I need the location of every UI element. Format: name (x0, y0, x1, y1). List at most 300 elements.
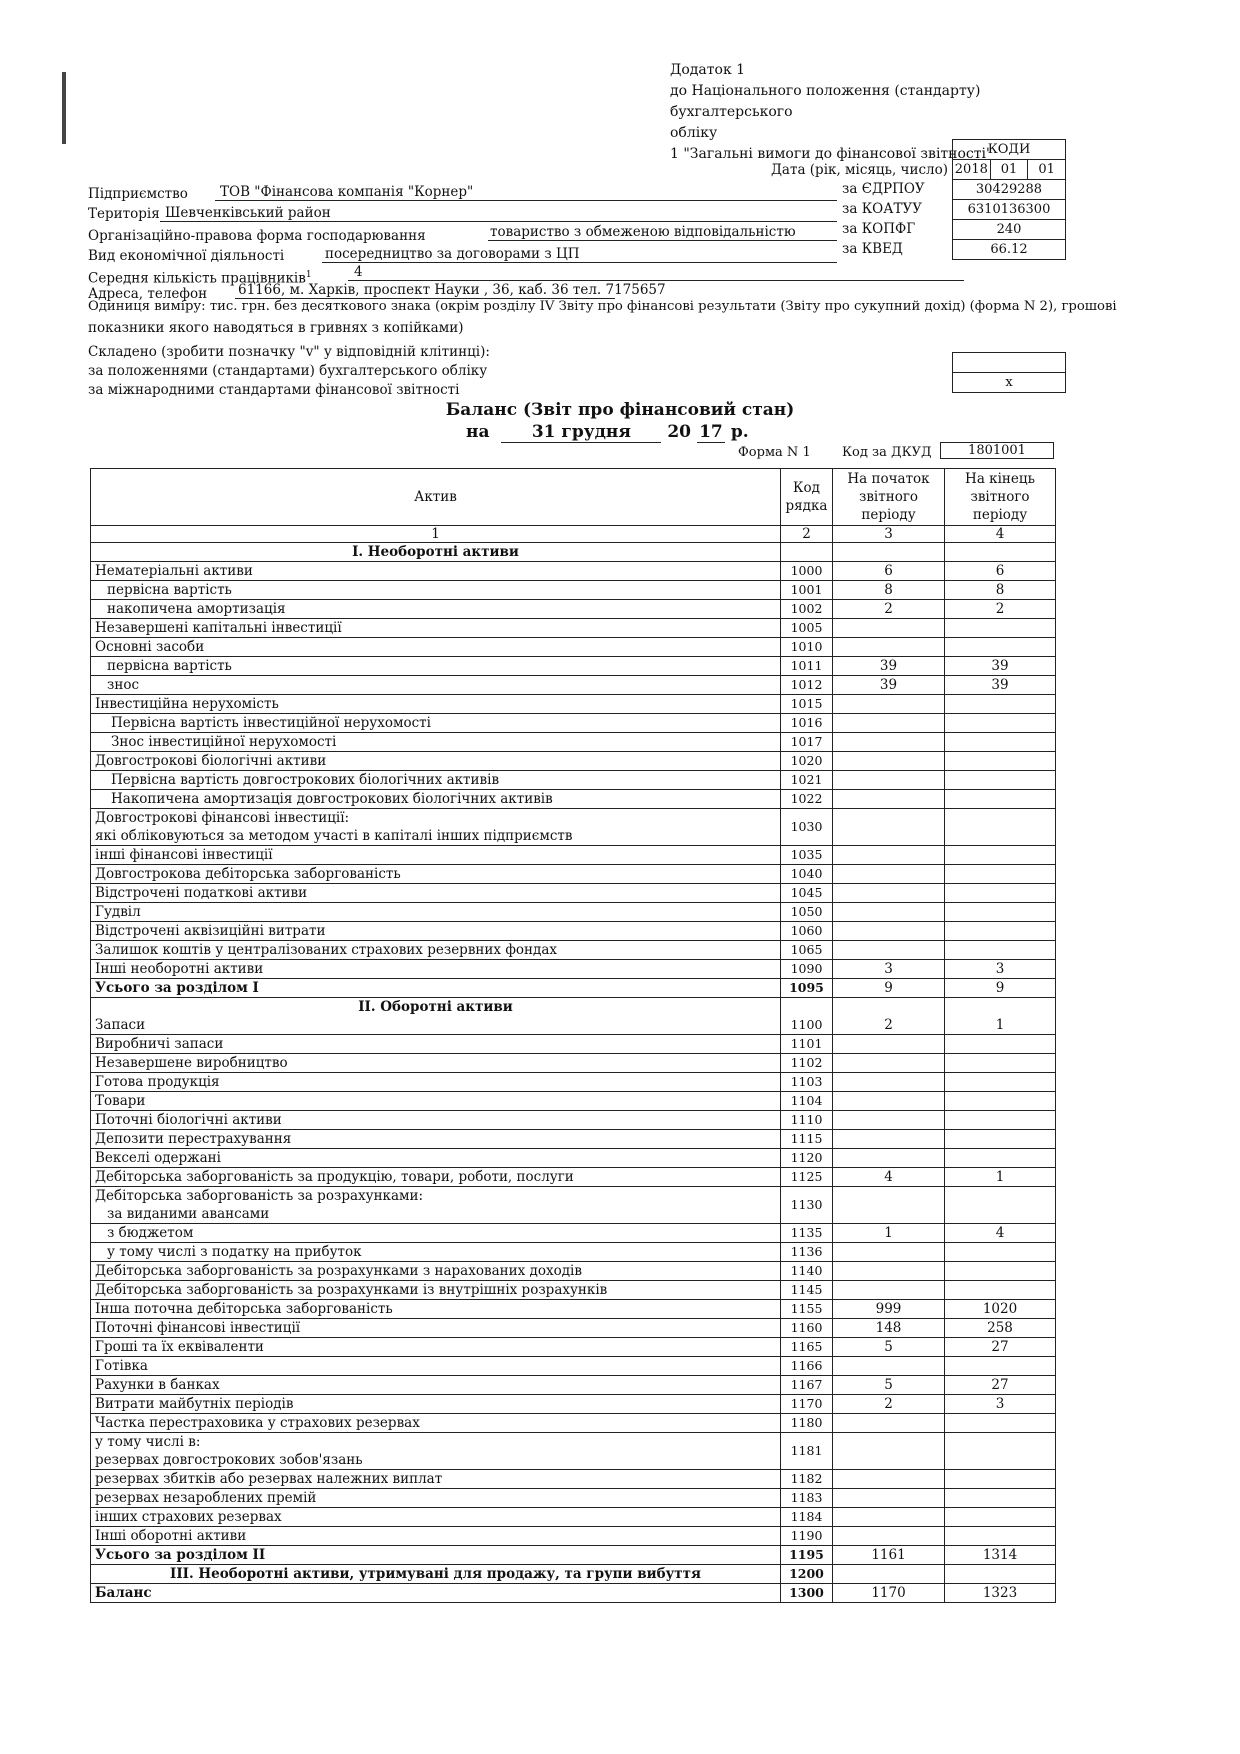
territory-value: Шевченківський район (165, 205, 331, 221)
row-label: Інші оборотні активи (91, 1527, 781, 1546)
row-label: первісна вартість (91, 581, 781, 600)
row-label: накопичена амортизація (91, 600, 781, 619)
row-code: 1012 (781, 676, 833, 695)
row-code: 1065 (781, 941, 833, 960)
row-label: Усього за розділом II (91, 1546, 781, 1565)
col-asset: Актив (91, 469, 781, 526)
row-code: 1136 (781, 1243, 833, 1262)
date-century: 20 (667, 422, 691, 442)
kved-code: 66.12 (990, 242, 1028, 257)
date-year-short: 17 (697, 422, 725, 443)
row-label: Накопичена амортизація довгострокових біологічних активів (91, 790, 781, 809)
row-end (945, 1054, 1056, 1073)
row-code: 1045 (781, 884, 833, 903)
row-start (833, 1130, 945, 1149)
table-row (91, 960, 1056, 979)
row-label: Баланс (91, 1584, 781, 1603)
row-start (833, 903, 945, 922)
row-start: 2 (833, 998, 945, 1035)
row-label: Нематеріальні активи (91, 562, 781, 581)
row-start (833, 1527, 945, 1546)
row-label-line: Довгострокові фінансові інвестиції: (95, 810, 350, 826)
row-end (945, 846, 1056, 865)
appendix-line: до Національного положення (стандарту) бухгалтерського (670, 83, 981, 120)
section-title: І. Необоротні активи (91, 543, 781, 562)
row-code: 1020 (781, 752, 833, 771)
table-row (91, 1584, 1056, 1603)
table-row (91, 1281, 1056, 1300)
row-start (833, 1187, 945, 1224)
row-start (833, 1035, 945, 1054)
row-label: Довгострокова дебіторська заборгованість (91, 865, 781, 884)
row-start (833, 865, 945, 884)
table-row (91, 1319, 1056, 1338)
row-end (945, 922, 1056, 941)
table-row (91, 1111, 1056, 1130)
row-start: 999 (833, 1300, 945, 1319)
koatuu-label: за КОАТУУ (842, 201, 922, 217)
legal-form-label: Організаційно-правова форма господарювання (88, 228, 426, 244)
row-end (945, 1433, 1056, 1470)
table-row (91, 1035, 1056, 1054)
row-end: 2 (945, 600, 1056, 619)
kved-label: за КВЕД (842, 241, 903, 257)
row-label: Знос інвестиційної нерухомості (91, 733, 781, 752)
table-row (91, 714, 1056, 733)
row-end (945, 1565, 1056, 1584)
row-start (833, 1281, 945, 1300)
row-end: 27 (945, 1338, 1056, 1357)
row-start (833, 1243, 945, 1262)
territory-label: Територія (88, 206, 160, 222)
col-number: 4 (945, 526, 1056, 543)
balance-date (466, 422, 749, 443)
row-label: Відстрочені податкові активи (91, 884, 781, 903)
row-end: 39 (945, 676, 1056, 695)
table-row (91, 1168, 1056, 1187)
row-label-line: Запаси (95, 1017, 146, 1033)
row-code: 1001 (781, 581, 833, 600)
row-code: 1180 (781, 1414, 833, 1433)
row-start: 39 (833, 676, 945, 695)
row-code: 1011 (781, 657, 833, 676)
table-row (91, 1187, 1056, 1224)
row-label: знос (91, 676, 781, 695)
row-code: 1021 (781, 771, 833, 790)
row-end: 39 (945, 657, 1056, 676)
row-end (945, 884, 1056, 903)
row-code: 1120 (781, 1149, 833, 1168)
table-row (91, 1262, 1056, 1281)
col-number: 1 (91, 526, 781, 543)
row-end (945, 695, 1056, 714)
col-number: 3 (833, 526, 945, 543)
date-day-month: 31 грудня (501, 422, 661, 443)
row-start (833, 1508, 945, 1527)
row-start (833, 1149, 945, 1168)
row-label-line: резервах довгострокових зобов'язань (95, 1452, 363, 1468)
row-start (833, 922, 945, 941)
row-code: 1102 (781, 1054, 833, 1073)
row-code: 1022 (781, 790, 833, 809)
row-end (945, 1092, 1056, 1111)
row-end (945, 903, 1056, 922)
row-code: 1170 (781, 1395, 833, 1414)
row-code: 1002 (781, 600, 833, 619)
row-start: 148 (833, 1319, 945, 1338)
date-on: на (466, 422, 490, 442)
row-end (945, 941, 1056, 960)
row-start (833, 1262, 945, 1281)
row-code: 1005 (781, 619, 833, 638)
row-label: Первісна вартість інвестиційної нерухомості (91, 714, 781, 733)
row-code: 1000 (781, 562, 833, 581)
checkbox-national[interactable] (953, 353, 1065, 373)
row-code: 1145 (781, 1281, 833, 1300)
row-start (833, 790, 945, 809)
row-end: 258 (945, 1319, 1056, 1338)
row-code: 1166 (781, 1357, 833, 1376)
row-code: 1200 (781, 1565, 833, 1584)
col-number: 2 (781, 526, 833, 543)
row-end (945, 1073, 1056, 1092)
row-code: 1183 (781, 1489, 833, 1508)
row-code: 1017 (781, 733, 833, 752)
row-label: з бюджетом (91, 1224, 781, 1243)
table-row (91, 865, 1056, 884)
row-end: 9 (945, 979, 1056, 998)
date-year: 2018 (953, 160, 991, 179)
row-label: інші фінансові інвестиції (91, 846, 781, 865)
row-code: 1184 (781, 1508, 833, 1527)
row-code: 1155 (781, 1300, 833, 1319)
table-row (91, 1300, 1056, 1319)
staff-line (348, 262, 964, 281)
row-label: Залишок коштів у централізованих страхових резервних фондах (91, 941, 781, 960)
date-month: 01 (991, 160, 1029, 179)
row-label-line: за виданими авансами (107, 1206, 270, 1222)
row-code: 1050 (781, 903, 833, 922)
row-label: Поточні фінансові інвестиції (91, 1319, 781, 1338)
row-code: 1115 (781, 1130, 833, 1149)
row-end: 1 (945, 998, 1056, 1035)
row-label: Виробничі запаси (91, 1035, 781, 1054)
row-start (833, 771, 945, 790)
row-end: 3 (945, 1395, 1056, 1414)
row-code: 1165 (781, 1338, 833, 1357)
row-code: 1167 (781, 1376, 833, 1395)
row-end (945, 1243, 1056, 1262)
row-code: 1110 (781, 1111, 833, 1130)
codes-box (952, 139, 1066, 260)
row-start (833, 714, 945, 733)
edrpou-code: 30429288 (953, 180, 1065, 200)
date-suffix: р. (730, 422, 749, 442)
row-start: 6 (833, 562, 945, 581)
activity-value: посередництво за договорами з ЦП (325, 246, 580, 262)
row-start: 4 (833, 1168, 945, 1187)
row-label: Усього за розділом І (91, 979, 781, 998)
row-start (833, 1489, 945, 1508)
row-start (833, 941, 945, 960)
row-code: 1060 (781, 922, 833, 941)
row-start: 8 (833, 581, 945, 600)
row-code: 1125 (781, 1168, 833, 1187)
row-end: 1 (945, 1168, 1056, 1187)
units-line: Одиниця виміру: тис. грн. без десяткового знака (окрім розділу IV Звіту про фінансові результати (Звіту про сукупний дохід) (форма N 2), грошові (88, 299, 1117, 314)
row-label: Гудвіл (91, 903, 781, 922)
row-start (833, 1357, 945, 1376)
binding-mark (62, 72, 66, 144)
address-label: Адреса, телефон (88, 286, 208, 302)
row-end (945, 1470, 1056, 1489)
table-row (91, 790, 1056, 809)
dkud-code: 1801001 (940, 442, 1054, 459)
appendix-line: Додаток 1 (670, 62, 746, 78)
row-code: 1101 (781, 1035, 833, 1054)
table-row (91, 1054, 1056, 1073)
table-row (91, 581, 1056, 600)
table-row (91, 695, 1056, 714)
row-label: Поточні біологічні активи (91, 1111, 781, 1130)
row-end (945, 1262, 1056, 1281)
row-label: Первісна вартість довгострокових біологічних активів (91, 771, 781, 790)
row-start: 9 (833, 979, 945, 998)
row-end: 1323 (945, 1584, 1056, 1603)
table-row (91, 1489, 1056, 1508)
row-end (945, 1187, 1056, 1224)
row-end (945, 733, 1056, 752)
edrpou-label: за ЄДРПОУ (842, 181, 925, 197)
enterprise-name: ТОВ "Фінансова компанія "Корнер" (220, 184, 474, 200)
row-code: 1135 (781, 1224, 833, 1243)
staff-footnote: 1 (305, 270, 312, 280)
row-end: 3 (945, 960, 1056, 979)
row-start: 1161 (833, 1546, 945, 1565)
table-row (91, 903, 1056, 922)
row-end (945, 752, 1056, 771)
row-start: 39 (833, 657, 945, 676)
section-title: ІІІ. Необоротні активи, утримувані для продажу, та групи вибуття (91, 1565, 781, 1584)
row-label-line: у тому числі в: (95, 1434, 201, 1450)
row-code: 1103 (781, 1073, 833, 1092)
row-code: 1130 (781, 1187, 833, 1224)
row-label (91, 1433, 781, 1470)
row-start (833, 752, 945, 771)
legal-form-value: товариство з обмеженою відповідальністю (490, 224, 796, 240)
row-code: 1300 (781, 1584, 833, 1603)
table-row (91, 809, 1056, 846)
row-start: 5 (833, 1338, 945, 1357)
date-label: Дата (рік, місяць, число) (770, 162, 948, 178)
row-label: Інша поточна дебіторська заборгованість (91, 1300, 781, 1319)
balance-title: Баланс (Звіт про фінансовий стан) (445, 400, 795, 420)
row-code: 1040 (781, 865, 833, 884)
row-label: Дебіторська заборгованість за розрахунками з нарахованих доходів (91, 1262, 781, 1281)
row-end (945, 1111, 1056, 1130)
table-row (91, 1243, 1056, 1262)
table-row (91, 922, 1056, 941)
date-cells (953, 160, 1065, 180)
table-row (91, 657, 1056, 676)
row-end (945, 619, 1056, 638)
row-label: Незавершені капітальні інвестиції (91, 619, 781, 638)
row-end: 1020 (945, 1300, 1056, 1319)
col-end: На кінець звітного періоду (945, 469, 1056, 526)
row-start (833, 884, 945, 903)
row-end (945, 1414, 1056, 1433)
row-end: 1314 (945, 1546, 1056, 1565)
row-start (833, 1414, 945, 1433)
row-label: Відстрочені аквізиційні витрати (91, 922, 781, 941)
koatuu-code: 6310136300 (953, 200, 1065, 220)
row-label: Векселі одержані (91, 1149, 781, 1168)
table-row (91, 1092, 1056, 1111)
row-code: 1140 (781, 1262, 833, 1281)
checkbox-ifrs[interactable]: x (1005, 375, 1013, 390)
row-start (833, 809, 945, 846)
row-start: 2 (833, 1395, 945, 1414)
col-code: Код рядка (781, 469, 833, 526)
row-code: 1181 (781, 1433, 833, 1470)
row-start: 3 (833, 960, 945, 979)
section-row (91, 543, 1056, 562)
row-end (945, 638, 1056, 657)
row-label: Гроші та їх еквіваленти (91, 1338, 781, 1357)
column-number-row (91, 526, 1056, 543)
table-row (91, 1470, 1056, 1489)
row-code: 1016 (781, 714, 833, 733)
table-row (91, 1414, 1056, 1433)
row-label: Інші необоротні активи (91, 960, 781, 979)
table-row (91, 941, 1056, 960)
row-end: 4 (945, 1224, 1056, 1243)
row-label: Готова продукція (91, 1073, 781, 1092)
row-code: 1010 (781, 638, 833, 657)
row-end (945, 1489, 1056, 1508)
table-row (91, 676, 1056, 695)
table-row (91, 1565, 1056, 1584)
row-label: Частка перестраховика у страхових резервах (91, 1414, 781, 1433)
row-start (833, 619, 945, 638)
table-row (91, 1376, 1056, 1395)
table-row (91, 600, 1056, 619)
row-start: 5 (833, 1376, 945, 1395)
table-row (91, 1073, 1056, 1092)
table-row (91, 638, 1056, 657)
row-label: Інвестиційна нерухомість (91, 695, 781, 714)
row-end (945, 771, 1056, 790)
form-number: Форма N 1 (738, 445, 811, 460)
date-day: 01 (1038, 162, 1055, 177)
compiled-option-national: за положеннями (стандартами) бухгалтерського обліку (88, 363, 488, 379)
row-start (833, 1111, 945, 1130)
table-row (91, 1395, 1056, 1414)
appendix-line: обліку (670, 125, 718, 141)
row-start (833, 1470, 945, 1489)
row-code: 1104 (781, 1092, 833, 1111)
row-label: інших страхових резервах (91, 1508, 781, 1527)
table-row (91, 846, 1056, 865)
row-start (833, 695, 945, 714)
row-code: 1015 (781, 695, 833, 714)
row-code: 1195 (781, 1546, 833, 1565)
row-end (945, 1130, 1056, 1149)
row-start (833, 1073, 945, 1092)
table-row (91, 1357, 1056, 1376)
row-code: 1030 (781, 809, 833, 846)
row-start (833, 638, 945, 657)
units-line: показники якого наводяться в гривнях з копійками) (88, 320, 464, 336)
row-label: Витрати майбутніх періодів (91, 1395, 781, 1414)
table-row (91, 733, 1056, 752)
row-start: 2 (833, 600, 945, 619)
row-end: 8 (945, 581, 1056, 600)
row-code: 1095 (781, 979, 833, 998)
section-title: ІІ. Оборотні активи (358, 999, 513, 1015)
row-label: Дебіторська заборгованість за продукцію, товари, роботи, послуги (91, 1168, 781, 1187)
table-row (91, 1149, 1056, 1168)
compiled-option-ifrs: за міжнародними стандартами фінансової звітності (88, 382, 460, 398)
row-end (945, 790, 1056, 809)
row-label: Депозити перестрахування (91, 1130, 781, 1149)
row-start: 1 (833, 1224, 945, 1243)
enterprise-label: Підприємство (88, 186, 188, 202)
table-row (91, 1338, 1056, 1357)
row-code: 1190 (781, 1527, 833, 1546)
row-end (945, 714, 1056, 733)
kopfg-code: 240 (953, 220, 1065, 240)
row-label: Товари (91, 1092, 781, 1111)
row-start (833, 846, 945, 865)
table-row (91, 771, 1056, 790)
table-row (91, 979, 1056, 998)
compiled-checkboxes (952, 352, 1066, 393)
row-end (945, 1281, 1056, 1300)
row-label: резервах незароблених премій (91, 1489, 781, 1508)
activity-label: Вид економічної діяльності (88, 248, 285, 264)
row-start (833, 1433, 945, 1470)
row-start: 1170 (833, 1584, 945, 1603)
row-label-line: Дебіторська заборгованість за розрахунками: (95, 1188, 424, 1204)
row-code: 1182 (781, 1470, 833, 1489)
balance-table (90, 468, 1056, 1603)
table-row (91, 1130, 1056, 1149)
row-end (945, 865, 1056, 884)
codes-header: КОДИ (953, 140, 1065, 160)
table-header-row (91, 469, 1056, 526)
row-end (945, 1035, 1056, 1054)
row-label: первісна вартість (91, 657, 781, 676)
row-end (945, 809, 1056, 846)
staff-value: 4 (354, 264, 363, 280)
row-label: Дебіторська заборгованість за розрахунками із внутрішніх розрахунків (91, 1281, 781, 1300)
row-code: 1035 (781, 846, 833, 865)
table-row (91, 1224, 1056, 1243)
row-start (833, 1565, 945, 1584)
row-end (945, 1508, 1056, 1527)
table-row (91, 619, 1056, 638)
table-row (91, 884, 1056, 903)
row-label: Основні засоби (91, 638, 781, 657)
appendix-line: 1 "Загальні вимоги до фінансової звітності" (670, 146, 993, 162)
row-code: 1100 (781, 998, 833, 1035)
row-label (91, 809, 781, 846)
row-label: Рахунки в банках (91, 1376, 781, 1395)
address-value: 61166, м. Харків, проспект Науки , 36, каб. 36 тел. 7175657 (238, 282, 666, 298)
row-start (833, 733, 945, 752)
table-row (91, 562, 1056, 581)
